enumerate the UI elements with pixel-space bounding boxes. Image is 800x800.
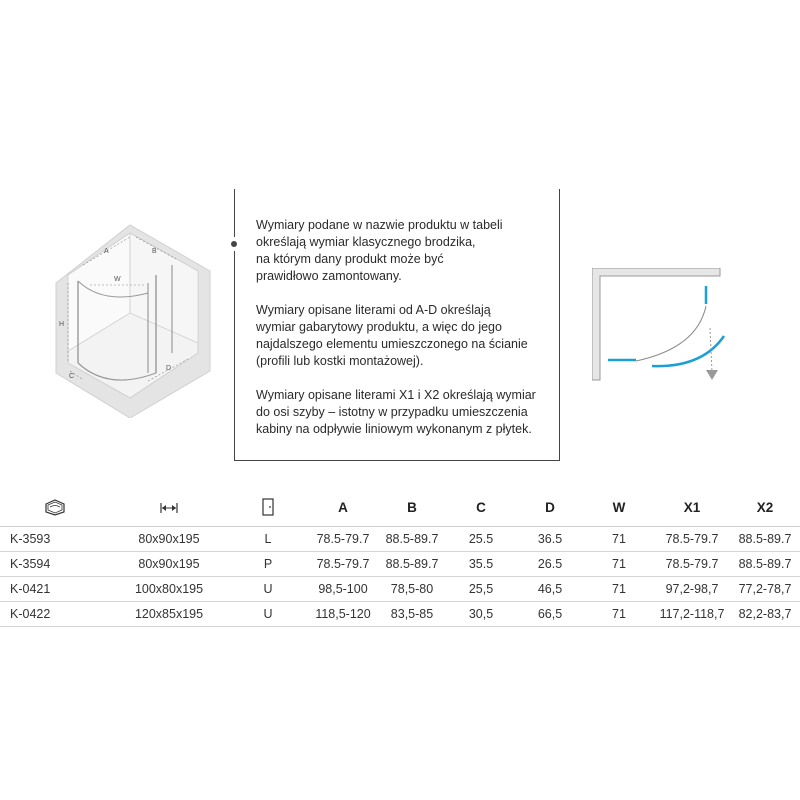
header-tray	[0, 488, 110, 527]
cell-code: K-3593	[0, 527, 110, 552]
cell-a: 118,5-120	[308, 602, 378, 627]
cell-d: 46,5	[516, 577, 584, 602]
dimension-label-c: C	[69, 373, 75, 380]
cell-code: K-0421	[0, 577, 110, 602]
cell-w: 71	[584, 602, 654, 627]
cell-x2: 88.5-89.7	[730, 552, 800, 577]
shower-tray-icon	[44, 498, 66, 516]
cell-b: 83,5-85	[378, 602, 446, 627]
door-icon	[261, 498, 275, 516]
header-door	[228, 488, 308, 527]
cell-x2: 82,2-83,7	[730, 602, 800, 627]
cell-b: 88.5-89.7	[378, 527, 446, 552]
cell-door: U	[228, 602, 308, 627]
cell-c: 30,5	[446, 602, 516, 627]
header-a: A	[308, 488, 378, 527]
table-header-row	[0, 488, 800, 527]
cell-x1: 97,2-98,7	[654, 577, 730, 602]
cell-c: 25.5	[446, 527, 516, 552]
cell-door: U	[228, 577, 308, 602]
header-d: D	[516, 488, 584, 527]
cell-w: 71	[584, 552, 654, 577]
dimension-label-b: B	[152, 248, 157, 255]
dimension-label-h: H	[59, 321, 65, 328]
cell-b: 88.5-89.7	[378, 552, 446, 577]
cell-code: K-3594	[0, 552, 110, 577]
cell-w: 71	[584, 527, 654, 552]
cell-door: L	[228, 527, 308, 552]
header-w: W	[584, 488, 654, 527]
cell-d: 36.5	[516, 527, 584, 552]
header-size	[110, 488, 228, 527]
cell-w: 71	[584, 577, 654, 602]
cell-x2: 88.5-89.7	[730, 527, 800, 552]
cell-a: 98,5-100	[308, 577, 378, 602]
dimension-label-d: D	[166, 365, 172, 372]
cell-x1: 78.5-79.7	[654, 527, 730, 552]
cell-code: K-0422	[0, 602, 110, 627]
cell-size: 80x90x195	[110, 527, 228, 552]
cell-a: 78.5-79.7	[308, 552, 378, 577]
table-row	[0, 602, 800, 627]
shower-plan-diagram	[592, 268, 732, 388]
info-paragraph-3: Wymiary opisane literami X1 i X2 określają wymiar do osi szyby – istotny w przypadku umieszczenia kabiny na odpływie liniowym wykonanym z płytek.	[256, 388, 536, 436]
info-box	[234, 189, 560, 461]
cell-door: P	[228, 552, 308, 577]
table-row	[0, 552, 800, 577]
info-box-border-upper	[234, 189, 235, 237]
cell-size: 100x80x195	[110, 577, 228, 602]
header-x1: X1	[654, 488, 730, 527]
header-c: C	[446, 488, 516, 527]
dimension-label-w: W	[114, 276, 121, 283]
cell-x1: 78.5-79.7	[654, 552, 730, 577]
table-row	[0, 527, 800, 552]
header-x2: X2	[730, 488, 800, 527]
cell-size: 80x90x195	[110, 552, 228, 577]
dimension-label-a: A	[104, 248, 109, 255]
cell-a: 78.5-79.7	[308, 527, 378, 552]
shower-cabin-isometric-diagram	[48, 213, 218, 418]
cell-d: 26.5	[516, 552, 584, 577]
info-text	[256, 217, 556, 455]
info-box-dot	[231, 241, 237, 247]
spec-table	[0, 488, 800, 627]
cell-size: 120x85x195	[110, 602, 228, 627]
header-b: B	[378, 488, 446, 527]
cell-c: 35.5	[446, 552, 516, 577]
info-paragraph-2: Wymiary opisane literami od A-D określają wymiar gabarytowy produktu, a więc do jego najdalszego elementu umieszczonego na ścianie (profili lub kostki montażowej).	[256, 303, 528, 368]
cell-x2: 77,2-78,7	[730, 577, 800, 602]
cell-c: 25,5	[446, 577, 516, 602]
width-arrows-icon	[159, 502, 179, 514]
cell-x1: 117,2-118,7	[654, 602, 730, 627]
cell-d: 66,5	[516, 602, 584, 627]
info-paragraph-1: Wymiary podane w nazwie produktu w tabeli określają wymiar klasycznego brodzika, na którym dany produkt może być prawidłowo zamontowany.	[256, 218, 503, 283]
info-box-border-lower	[234, 251, 235, 461]
cell-b: 78,5-80	[378, 577, 446, 602]
table-row	[0, 577, 800, 602]
